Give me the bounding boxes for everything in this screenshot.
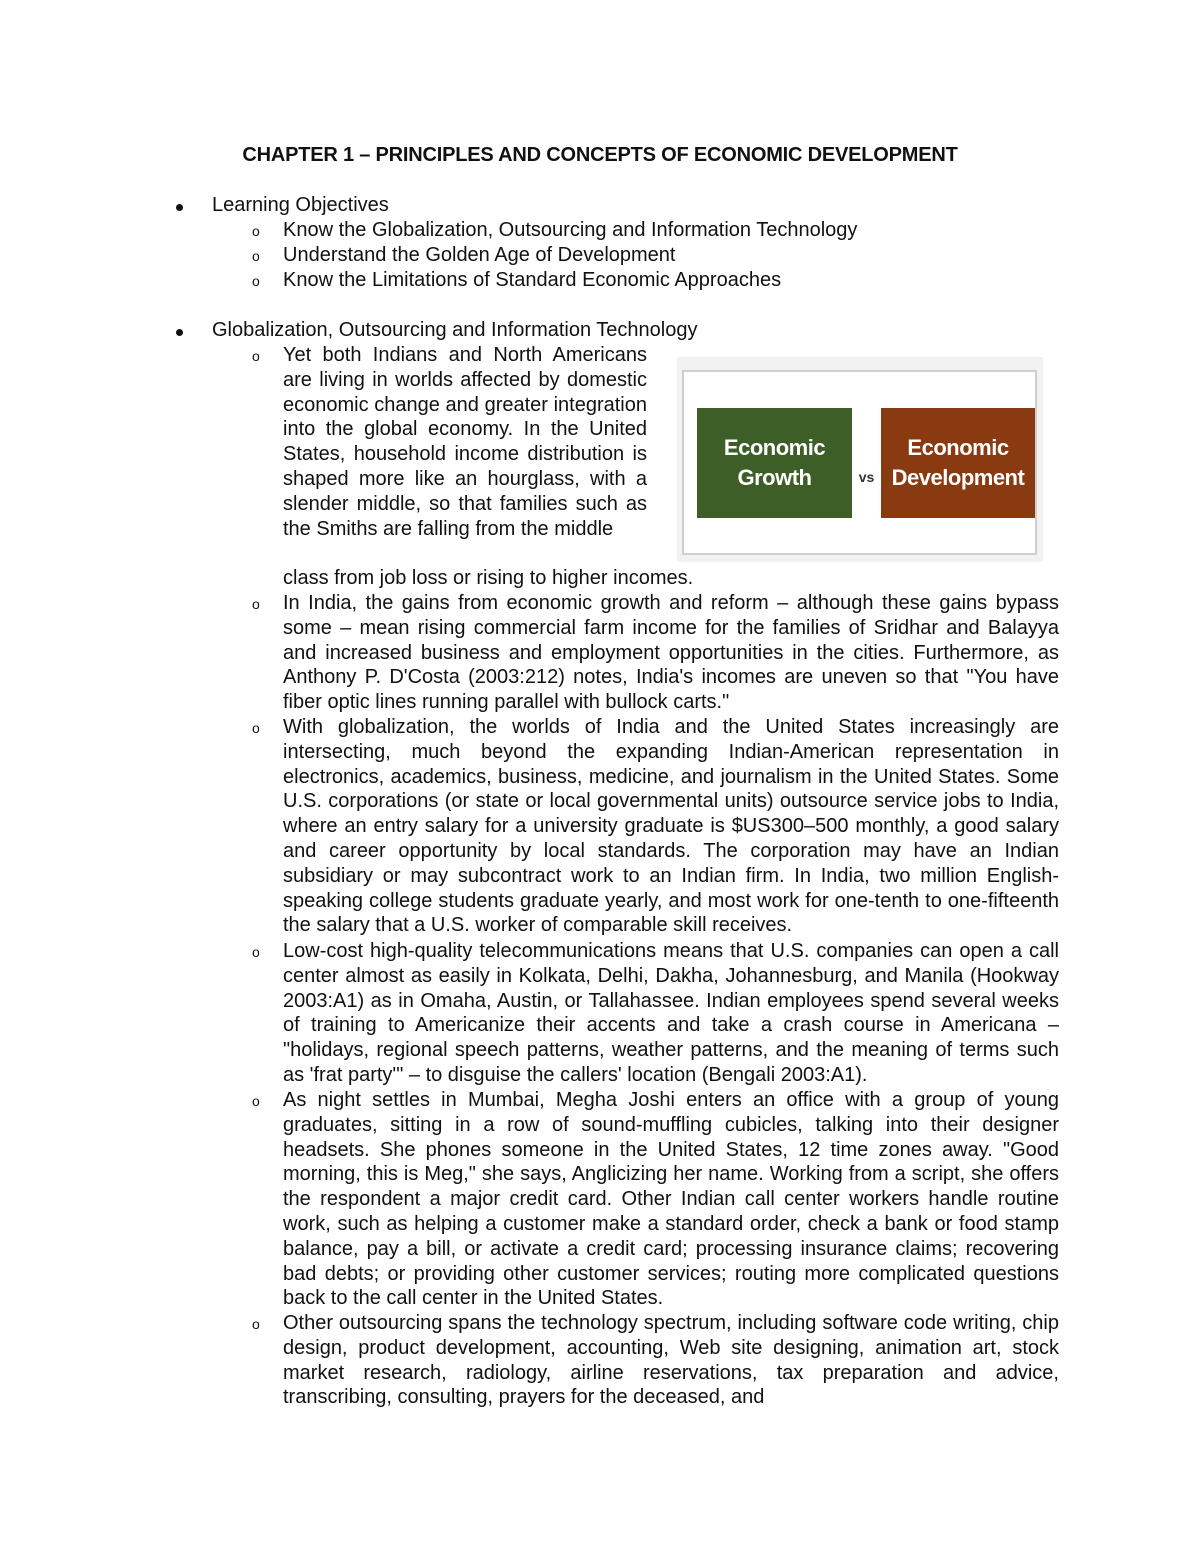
- objective-item: Know the Limitations of Standard Economic Approaches: [283, 269, 782, 291]
- chapter-title: CHAPTER 1 – PRINCIPLES AND CONCEPTS OF ECONOMIC DEVELOPMENT: [242, 144, 958, 166]
- objective-item: Understand the Golden Age of Development: [283, 244, 676, 266]
- paragraph-other-outsourcing: Other outsourcing spans the technology spectrum, including software code writing, chip design, product development, accounting, Web site designing, animation art, stock market research, radiology, airline reservations, tax preparation and advice, transcribing, consulting, prayers for the deceased, and: [283, 1312, 1059, 1409]
- paragraph-mumbai-call-center: As night settles in Mumbai, Megha Joshi enters an office with a group of young graduates, sitting in a row of sound-muffling cubicles, talking into their designer headsets. She phones someone in the United States, 12 time zones away. "Good morning, this is Meg," she says, Anglicizing her name. Working from a script, she offers the respondent a major credit card. Other Indian call center workers handle routine work, such as helping a customer make a standard order, check a bank or food stamp balance, pay a bill, or activate a credit card; processing insurance claims; recovering bad debts; or providing other customer services; routing more complicated questions back to the call center in the United States.: [283, 1089, 1059, 1310]
- sub-bullet-marker: o: [252, 223, 260, 239]
- paragraph-india-gains: In India, the gains from economic growth and reform – although these gains bypass some – mean rising commercial farm income for the families of Sridhar and Balayya and increased business and employment opportunities in the cities. Furthermore, as Anthony P. D'Costa (2003:212) notes, India's incomes are uneven so that "You have fiber optic lines running parallel with bullock carts.": [283, 592, 1059, 714]
- sub-bullet-marker: o: [252, 248, 260, 264]
- paragraph-us-income-tail: class from job loss or rising to higher incomes.: [283, 567, 694, 589]
- sub-bullet-marker: o: [252, 944, 260, 960]
- sub-bullet-marker: o: [252, 348, 260, 364]
- bullet-dot: [176, 204, 183, 211]
- bullet-dot: [176, 329, 183, 336]
- growth-vs-development-figure: [677, 357, 1043, 562]
- learning-objectives-heading: Learning Objectives: [212, 194, 389, 216]
- objective-item: Know the Globalization, Outsourcing and Information Technology: [283, 219, 858, 241]
- economic-development-box: Economic Development: [881, 408, 1035, 518]
- sub-bullet-marker: o: [252, 596, 260, 612]
- vs-label: vs: [858, 469, 875, 485]
- sub-bullet-marker: o: [252, 1093, 260, 1109]
- section-heading: Globalization, Outsourcing and Information Technology: [212, 319, 698, 341]
- paragraph-globalization-outsourcing: With globalization, the worlds of India and the United States increasingly are intersecting, much beyond the expanding Indian-American representation in electronics, academics, business, medicine, and journalism in the United States. Some U.S. corporations (or state or local governmental units) outsource service jobs to India, where an entry salary for a university graduate is $US300–500 monthly, a good salary and career opportunity by local standards. The corporation may have an Indian subsidiary or may subcontract work to an Indian firm. In India, two million English-speaking college students graduate yearly, and most work for one-tenth to one-fifteenth the salary that a U.S. worker of comparable skill receives.: [283, 716, 1059, 937]
- sub-bullet-marker: o: [252, 1316, 260, 1332]
- sub-bullet-marker: o: [252, 273, 260, 289]
- paragraph-telecommunications: Low-cost high-quality telecommunications means that U.S. companies can open a call center almost as easily in Kolkata, Delhi, Dakha, Johannesburg, and Manila (Hookway 2003:A1) as in Omaha, Austin, or Tallahassee. Indian employees spend several weeks of training to Americanize their accents and take a crash course in Americana – "holidays, regional speech patterns, weather patterns, and the meaning of terms such as 'frat party'" – to disguise the callers' location (Bengali 2003:A1).: [283, 940, 1059, 1086]
- sub-bullet-marker: o: [252, 720, 260, 736]
- figure-frame: [682, 370, 1037, 555]
- paragraph-us-income: Yet both Indians and North Americans are living in worlds affected by domestic economic change and greater integration into the global economy. In the United States, household income distribution is shaped more like an hourglass, with a slender middle, so that families such as the Smiths are falling from the middle: [283, 344, 647, 540]
- economic-growth-box: Economic Growth: [697, 408, 852, 518]
